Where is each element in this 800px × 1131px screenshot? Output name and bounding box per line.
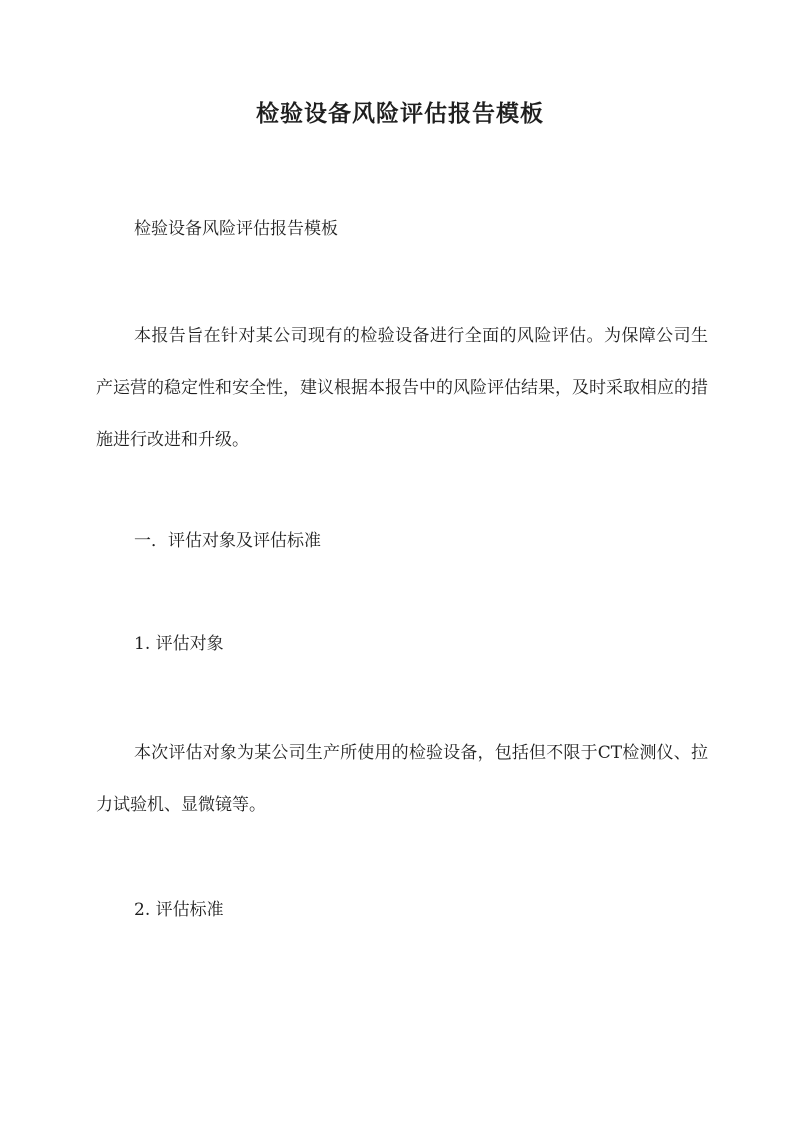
subsection-heading-2: 2. 评估标准 [134, 900, 224, 920]
evaluation-object-paragraph: 本次评估对象为某公司生产所使用的检验设备，包括但不限于CT检测仪、拉力试验机、显微镜等。 [96, 743, 708, 815]
intro-paragraph: 本报告旨在针对某公司现有的检验设备进行全面的风险评估。为保障公司生产运营的稳定性和安全性，建议根据本报告中的风险评估结果，及时采取相应的措施进行改进和升级。 [96, 326, 708, 450]
section-heading-1: 一．评估对象及评估标准 [134, 531, 321, 551]
document-title: 检验设备风险评估报告模板 [256, 100, 544, 127]
subtitle-paragraph: 检验设备风险评估报告模板 [134, 219, 338, 239]
subsection-heading-1: 1. 评估对象 [134, 634, 224, 654]
